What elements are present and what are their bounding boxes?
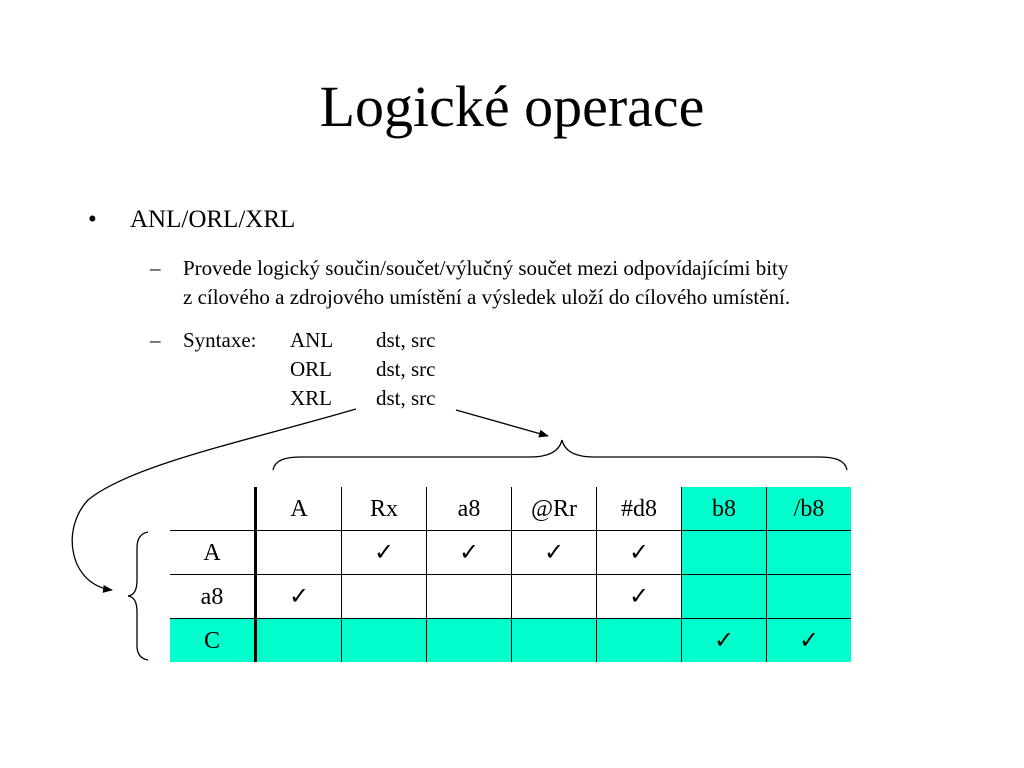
table-cell [512, 575, 597, 619]
table-cell [427, 619, 512, 663]
table-cell [342, 619, 427, 663]
slide-title: Logické operace [319, 74, 705, 139]
bullet-label: ANL/ORL/XRL [130, 206, 296, 233]
table-cell [427, 575, 512, 619]
check-mark-icon: ✓ [427, 531, 512, 575]
table-row-a8 [170, 575, 851, 619]
syntax-op-xrl: XRL [290, 386, 332, 410]
syntax-op-orl: ORL [290, 357, 332, 381]
table-cell [597, 619, 682, 663]
col-header-b8: b8 [682, 487, 767, 531]
table-cell [767, 531, 852, 575]
table-corner-cell [170, 487, 256, 531]
table-cell [682, 575, 767, 619]
table-cell [512, 619, 597, 663]
row-header-a: A [170, 531, 256, 575]
check-mark-icon: ✓ [512, 531, 597, 575]
description-line-2: z cílového a zdrojového umístění a výsledek uloží do cílového umístění. [183, 285, 791, 309]
syntax-label: Syntaxe: [183, 328, 257, 352]
table-cell [682, 531, 767, 575]
check-mark-icon: ✓ [256, 575, 342, 619]
check-mark-icon: ✓ [597, 531, 682, 575]
table-row-a [170, 531, 851, 575]
syntax-op-anl: ANL [290, 328, 334, 352]
syntax-marker: – [150, 328, 161, 352]
table-cell [256, 531, 342, 575]
check-mark-icon: ✓ [597, 575, 682, 619]
col-header-not-b8: /b8 [767, 487, 852, 531]
col-header-at-rr: @Rr [512, 487, 597, 531]
syntax-args-orl: dst, src [376, 357, 436, 381]
table-cell [342, 575, 427, 619]
description-line-1: Provede logický součin/součet/výlučný součet mezi odpovídajícími bity [183, 256, 789, 280]
check-mark-icon: ✓ [767, 619, 852, 663]
syntax-args-anl: dst, src [376, 328, 436, 352]
table-header-row [170, 487, 851, 531]
left-curly-brace [128, 532, 148, 660]
table-cell [767, 575, 852, 619]
syntax-args-xrl: dst, src [376, 386, 436, 410]
bullet-marker: • [88, 206, 97, 233]
sub-item-marker: – [150, 256, 161, 280]
operand-table [170, 487, 851, 662]
check-mark-icon: ✓ [342, 531, 427, 575]
col-header-hash-d8: #d8 [597, 487, 682, 531]
col-header-a: A [256, 487, 342, 531]
table-row-c [170, 619, 851, 663]
check-mark-icon: ✓ [682, 619, 767, 663]
row-header-c: C [170, 619, 256, 663]
col-header-a8: a8 [427, 487, 512, 531]
table-cell [256, 619, 342, 663]
col-header-rx: Rx [342, 487, 427, 531]
arrow-to-source-columns [456, 410, 548, 436]
row-header-a8: a8 [170, 575, 256, 619]
top-curly-brace [273, 440, 847, 470]
